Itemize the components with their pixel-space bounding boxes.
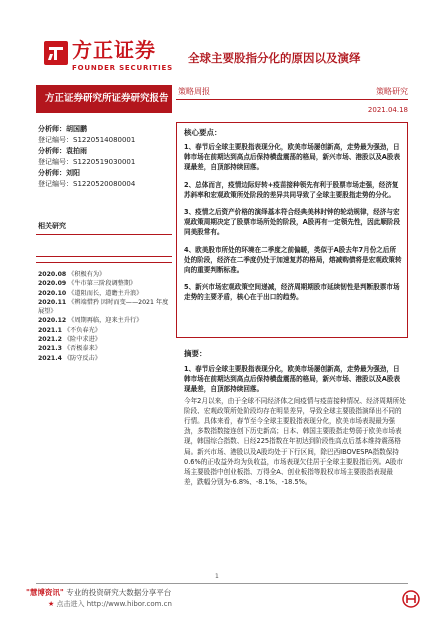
report-title: 全球主要股指分化的原因以及演绎: [188, 51, 361, 65]
header-divider: [176, 99, 408, 100]
list-item[interactable]: 2020.09 《牛市第三阶段调整期》: [38, 280, 137, 288]
report-date: 2021.04.18: [367, 106, 408, 114]
hibor-logo-icon: [402, 590, 420, 608]
star-icon: ★: [48, 600, 55, 608]
abstract-title: 摘要：: [184, 349, 207, 358]
analyst-registration: 登记编号：S1220519030001: [38, 158, 136, 166]
list-item[interactable]: 2020.11 《辨端惜矜 因时而变——2021 年度展望》: [38, 298, 169, 316]
analyst-list: [38, 124, 172, 190]
watermark-url[interactable]: 点击进入 http://www.hibor.com.cn: [56, 600, 172, 608]
list-item[interactable]: 2021.1 《不负春光》: [38, 326, 101, 334]
key-points-title: 核心要点：: [184, 128, 222, 137]
analyst-name: 分析师：刘阳: [38, 169, 80, 177]
key-point: 3、疫情之后资产价格的演绎基本符合经典美林时钟的轮动规律，经济与宏观政策周期决定了股票市场所处的阶段，A股再有一定领先性，因此顺阶段同美股常有。: [184, 208, 401, 237]
list-item[interactable]: 2021.3 《否极泰来》: [38, 345, 101, 353]
list-item[interactable]: 2021.4 《防守反击》: [38, 354, 101, 362]
related-divider: [36, 234, 172, 235]
analyst-name: 分析师：胡国鹏: [38, 125, 87, 133]
key-point: 4、欧美股市所处的环境在二季度之前偏暖，类似于A股去年7月份之后所处的阶段，经济在二季度仍处于加速复苏的格局，熔减购债将是宏观政策转向的重要判断标准。: [184, 245, 402, 275]
watermark-tagline: 专业的投资研究大数据分享平台: [63, 588, 172, 597]
abstract-lead: 1、春节后全球主要股指表现分化，欧美市场屡创新高，走势最为强劲，日韩市场在前期达到高点后保持横盘震荡的格局，新兴市场、港股以及A股表现最差，自顶部持续回落。: [184, 365, 401, 394]
watermark-brand: "慧博资讯": [26, 588, 64, 597]
institute-banner-text: 方正证券研究所证券研究报告: [45, 93, 169, 104]
list-item[interactable]: 2020.12 《周期再临，迎来主升行》: [38, 317, 143, 325]
report-type: 策略周报: [178, 87, 210, 96]
related-research-list: [38, 270, 172, 363]
related-divider-top: [36, 256, 172, 257]
related-divider-bottom: [36, 262, 172, 263]
related-research-title: 相关研究: [38, 222, 66, 230]
page-number: 1: [215, 573, 219, 580]
abstract-paragraph: 今年2月以来，由于全球不同经济体之间疫情与疫苗接种情况、经济周期所处阶段、宏观政策所处阶段均存在明显差异，导致全球主要股指演绎出不同的行情。具体来看，春节至今全球主要股指表现分化，欧美市场表现最为强劲，多数指数接连创下历史新高；日本、韩国主要股指走势弱于欧美市场表现，韩国综合指数、日经225指数在年初达到阶段性高点后基本维持震荡格局。新兴市场、港股以及A股均处于下行区间，除巴西IBOVESPA指数保持0.6%的正收益外均为负收益，市场表现欠佳居于全球主要股指后列。A股市场主要股指中创业板指、万得全A、创业板指等股权市场主要股指表现最差，跌幅分别为-6.8%、-8.1%、-18.5%。: [184, 396, 406, 487]
list-item[interactable]: 2020.10 《道阻而长，道瞻主升浪》: [38, 289, 143, 297]
brand-name-en: FOUNDER SECURITIES: [72, 64, 173, 72]
abstract-body: [184, 364, 406, 487]
footer-divider: [36, 583, 408, 584]
key-point: 5、新兴市场宏观政策空间递减，经济周期期股市延续韧性是判断股票市场走势的主要矛盾，核心在于出口的趋势。: [184, 283, 400, 302]
key-point: 1、春节后全球主要股指表现分化，欧美市场屡创新高，走势最为强劲，日韩市场在前期达到高点后保持横盘震荡的格局，新兴市场、港股以及A股表现最差，自顶部持续回落。: [184, 143, 401, 172]
report-category: 策略研究: [376, 87, 408, 96]
list-item[interactable]: 2020.08 《积极有为》: [38, 271, 106, 278]
analyst-name: 分析师：袁拍雨: [38, 147, 87, 155]
key-points-list: [184, 142, 402, 310]
founder-logo-icon: [44, 41, 68, 65]
key-point: 2、总体而言，疫情边际好转+疫苗接种领先有利于股票市场走强，经济复苏斜率和宏观政策所处阶段的差异共同导致了全球主要股指走势的分化。: [184, 180, 399, 199]
list-item[interactable]: 2021.2 《险中求进》: [38, 336, 101, 344]
institute-banner: [36, 85, 172, 113]
watermark-text: [26, 587, 171, 599]
watermark-link[interactable]: [48, 599, 172, 609]
analyst-registration: 登记编号：S1220520080004: [38, 180, 136, 188]
analyst-registration: 登记编号：S1220514080001: [38, 136, 136, 144]
brand-name-cn: 方正证券: [72, 38, 156, 62]
